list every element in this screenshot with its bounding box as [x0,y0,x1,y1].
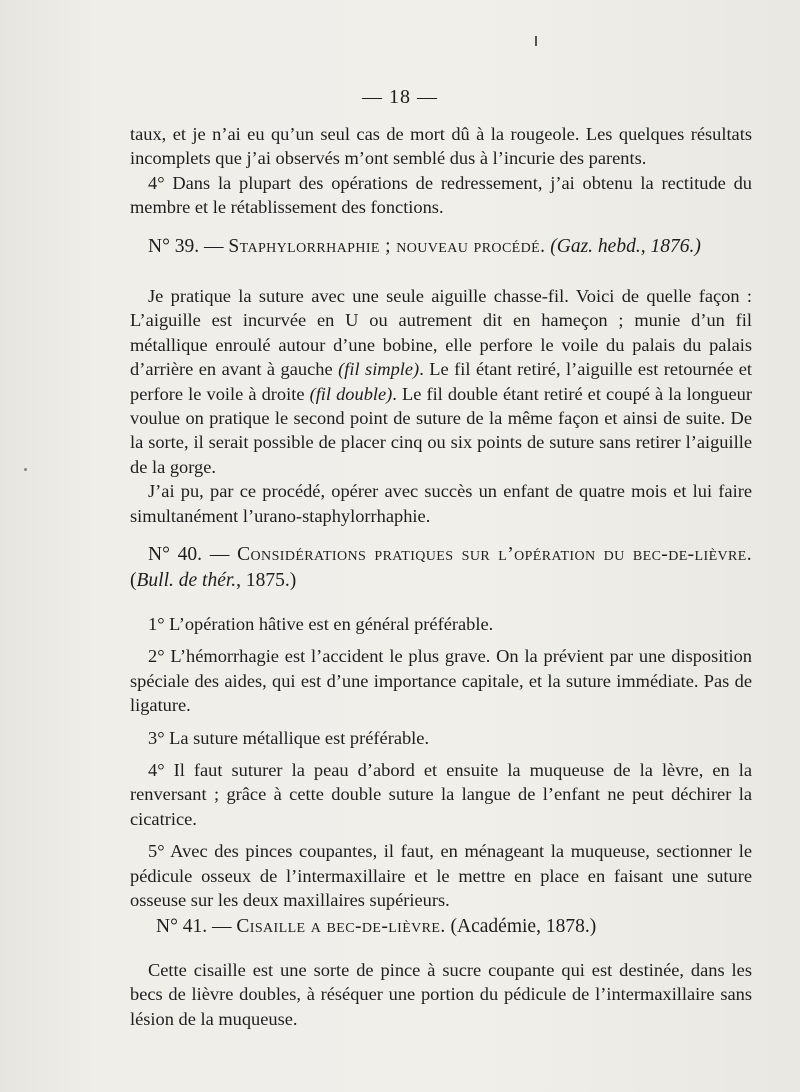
section-39-reference: (Gaz. hebd., 1876.) [550,236,701,257]
s39-text-b: . Le fil étant retiré, l’aiguille est retournée et perfore le voile à droite [130,359,752,404]
section-40-ref-open: ( [130,570,137,591]
section-39-number: N° 39. [148,236,200,257]
section-41-body [130,958,752,1031]
section-41-paragraph: Cette cisaille est une sorte de pince à sucre coupante qui est destinée, dans les becs de lièvre doubles, à réséquer une portion du pédicule de l’intermaxillaire sans lésion de la muqueuse. [130,960,752,1029]
point-4: 4° Il faut suturer la peau d’abord et ensuite la muqueuse de la lèvre, en la renversant ; grâce à cette double suture la langue de l’enfant ne peut déchirer la cicatrice. [130,760,752,829]
section-40-title: Considérations pratiques sur l’opération du bec-de-lièvre. [237,544,752,565]
point-5: 5° Avec des pinces coupantes, il faut, en ménageant la muqueuse, sectionner le pédicule osseux de l’intermaxillaire et le mettre en place en faisant une suture osseuse sur les deux maxillaires supérieurs. [130,841,752,911]
section-39-paragraph-2: J’ai pu, par ce procédé, opérer avec succès un enfant de quatre mois et lui faire simultanément l’urano-staphylorrhaphie. [130,481,752,526]
section-41-heading [156,914,752,940]
section-40-heading [130,542,752,594]
section-41-dash: — [212,916,232,937]
section-39-paragraph-1 [130,284,752,479]
section-39-heading [148,234,752,260]
s39-fil-double: (fil double) [309,383,393,404]
section-40-ref-journal: Bull. de thér. [136,570,237,591]
section-40-dash: — [209,544,230,565]
paragraph-continued: taux, et je n’ai eu qu’un seul cas de mort dû à la rougeole. Les quelques résultats incomplets que j’ai observés m’ont semblé dus à l’incurie des parents. [130,124,752,169]
point-1: 1° L’opération hâtive est en général préférable. [148,614,494,634]
section-40-ref-year: , 1875.) [236,570,297,591]
section-41-title: Cisaille a bec-de-lièvre. [236,916,446,937]
s39-text-c: . Le fil double étant retiré et coupé à la longueur voulue on pratique le second point de suture de la même façon et ainsi de suite. De la sorte, il serait possible de placer cinq ou six points de suture sans retirer l’aiguille de la gorge. [130,383,752,477]
intro-text [130,122,752,220]
paragraph-point-4: 4° Dans la plupart des opérations de redressement, j’ai obtenu la rectitude du membre et le rétablissement des fonctions. [130,172,752,218]
scan-mark [535,36,537,46]
section-39-body [130,284,752,528]
section-40-list [130,612,752,912]
section-39-title: Staphylorrhaphie ; nouveau procédé. [228,236,546,257]
section-41-number: N° 41. [156,916,208,937]
section-39-dash: — [204,236,224,257]
section-41-reference: (Académie, 1878.) [450,916,597,937]
point-2: 2° L’hémorrhagie est l’accident le plus grave. On la prévient par une disposition spéciale des aides, qui est d’une importance capitale, et la suture immédiate. Pas de ligature. [130,646,752,716]
page-number: — 18 — [362,86,438,108]
scan-speck [24,468,27,471]
s39-fil-simple: (fil simple) [338,359,420,380]
point-3: 3° La suture métallique est préférable. [148,727,430,748]
section-40-number: N° 40. [148,544,203,565]
s39-text-a: Je pratique la suture avec une seule aiguille chasse-fil. Voici de quelle façon : L’aiguille est incurvée en U ou autrement dit en hameçon ; munie d’un fil métallique enroulé autour d’une bobine, elle perfore le voile du palais du palais d’arrière en avant à gauche [130,286,752,380]
